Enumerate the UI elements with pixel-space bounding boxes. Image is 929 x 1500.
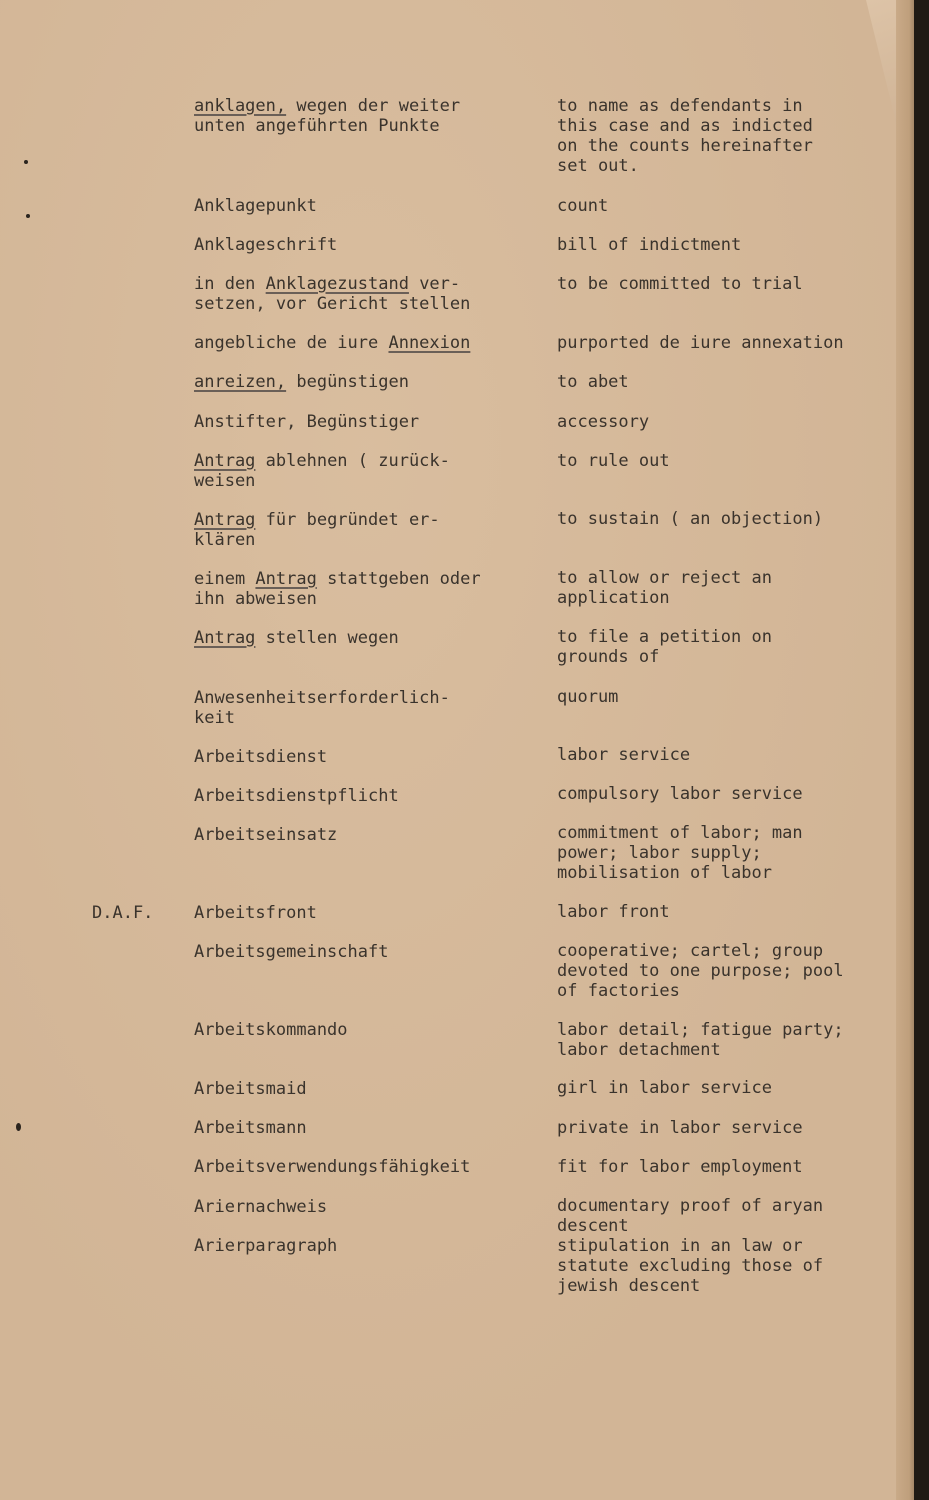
english-translation: bill of indictment — [557, 235, 742, 255]
english-translation: to file a petition on grounds of — [557, 627, 772, 667]
english-translation: fit for labor employment — [557, 1157, 803, 1177]
german-term: Ariernachweis — [194, 1197, 328, 1217]
german-term: Arbeitskommando — [194, 1020, 348, 1040]
english-translation: labor service — [557, 745, 691, 765]
german-term: Anklagepunkt — [194, 196, 317, 216]
german-term: Antrag für begründet er- klären — [194, 510, 440, 550]
german-term: angebliche de iure Annexion — [194, 333, 471, 353]
english-translation: purported de iure annexation — [557, 333, 844, 353]
english-translation: to sustain ( an objection) — [557, 509, 824, 529]
german-term: Arierparagraph — [194, 1236, 338, 1256]
english-translation: documentary proof of aryan descent — [557, 1196, 824, 1236]
english-translation: to name as defendants in this case and as indicted on the counts hereinafter set out. — [557, 96, 813, 176]
german-term: Arbeitsgemeinschaft — [194, 942, 389, 962]
english-translation: accessory — [557, 412, 650, 432]
german-term: anklagen, wegen der weiter unten angeführten Punkte — [194, 96, 461, 136]
english-translation: commitment of labor; man power; labor supply; mobilisation of labor — [557, 823, 803, 883]
margin-mark — [24, 160, 28, 164]
english-translation: cooperative; cartel; group devoted to one purpose; pool of factories — [557, 941, 844, 1001]
english-translation: to be committed to trial — [557, 274, 803, 294]
english-translation: stipulation in an law or statute excluding those of jewish descent — [557, 1236, 824, 1296]
margin-mark — [26, 214, 30, 218]
english-translation: quorum — [557, 687, 619, 707]
english-translation: count — [557, 196, 609, 216]
english-translation: private in labor service — [557, 1118, 803, 1138]
german-term: Anstifter, Begünstiger — [194, 412, 420, 432]
margin-mark — [16, 1123, 21, 1131]
german-term: Arbeitsdienst — [194, 747, 328, 767]
abbreviation: D.A.F. — [92, 903, 154, 923]
english-translation: compulsory labor service — [557, 784, 803, 804]
german-term: in den Anklagezustand ver- setzen, vor Gericht stellen — [194, 274, 471, 314]
english-translation: labor front — [557, 902, 670, 922]
german-term: Arbeitsverwendungsfähigkeit — [194, 1157, 471, 1177]
english-translation: labor detail; fatigue party; labor detachment — [557, 1020, 844, 1060]
german-term: Antrag ablehnen ( zurück- weisen — [194, 451, 450, 491]
german-term: Anwesenheitserforderlich- keit — [194, 688, 450, 728]
german-term: Arbeitsfront — [194, 903, 317, 923]
german-term: anreizen, begünstigen — [194, 372, 409, 392]
english-translation: to allow or reject an application — [557, 568, 772, 608]
german-term: Arbeitsmann — [194, 1118, 307, 1138]
german-term: Arbeitsmaid — [194, 1079, 307, 1099]
english-translation: to rule out — [557, 451, 670, 471]
english-translation: to abet — [557, 372, 629, 392]
german-term: Arbeitsdienstpflicht — [194, 786, 399, 806]
german-term: Antrag stellen wegen — [194, 628, 399, 648]
page-edge — [896, 0, 914, 1500]
german-term: einem Antrag stattgeben oder ihn abweisen — [194, 569, 481, 609]
german-term: Anklageschrift — [194, 235, 338, 255]
english-translation: girl in labor service — [557, 1078, 772, 1098]
german-term: Arbeitseinsatz — [194, 825, 338, 845]
